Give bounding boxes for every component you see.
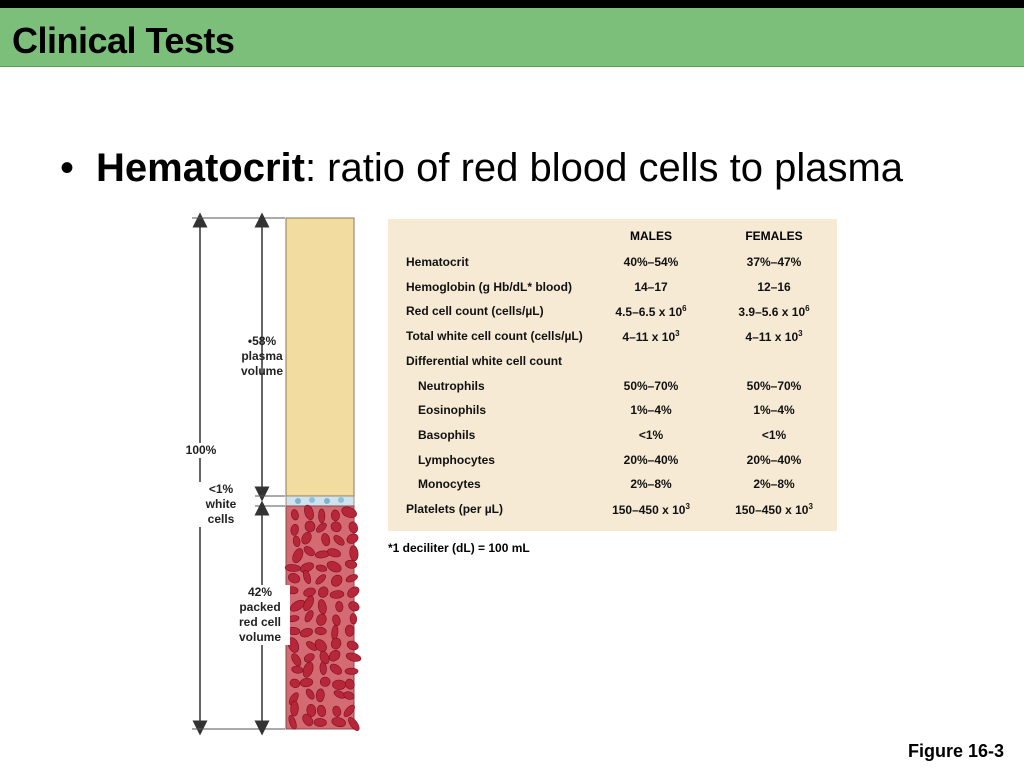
red-percent: 42% <box>247 585 273 599</box>
packed-word: packed <box>239 600 281 614</box>
females-value: 20%–40% <box>746 452 802 467</box>
males-value: 4.5–6.5 x $10^6$ <box>615 304 687 320</box>
row-label: Platelets (per µL) <box>406 502 503 516</box>
plasma-volume-word: volume <box>240 364 283 378</box>
red-blood-cell <box>331 510 340 521</box>
males-value: <1% <box>638 427 664 442</box>
red-blood-cells <box>285 504 362 732</box>
table-row <box>388 276 837 300</box>
males-value: 150–450 x $10^3$ <box>612 502 690 517</box>
bullet-definition: : ratio of red blood cells to plasma <box>304 146 904 190</box>
white-cell <box>309 497 315 503</box>
row-label: Hematocrit <box>406 255 469 269</box>
plasma-label <box>224 334 300 379</box>
header-males: MALES <box>630 229 672 243</box>
table-row <box>388 424 837 448</box>
males-value: 4–11 x $10^3$ <box>622 329 680 345</box>
males-value: 1%–4% <box>630 403 672 418</box>
table-row <box>388 251 837 275</box>
red-blood-cell <box>350 613 357 624</box>
row-label: Basophils <box>418 427 476 442</box>
volume-word: volume <box>238 630 281 644</box>
red-blood-cell <box>290 701 298 716</box>
red-blood-cell <box>345 668 358 674</box>
row-label: Monocytes <box>418 477 481 492</box>
table-row <box>388 350 837 374</box>
table-row <box>388 399 837 423</box>
females-value: 3.9–5.6 x $10^6$ <box>738 304 810 320</box>
table-row <box>388 325 837 349</box>
blood-values-table <box>388 219 837 531</box>
table-row <box>388 498 837 522</box>
females-value: 12–16 <box>757 279 791 294</box>
slide-title: Clinical Tests <box>12 20 235 61</box>
white-percent: <1% <box>208 482 234 496</box>
table-footnote: *1 deciliter (dL) = 100 mL <box>388 541 530 555</box>
header-females: FEMALES <box>745 229 803 243</box>
males-value: 50%–70% <box>623 378 679 393</box>
white-cell <box>295 498 301 504</box>
males-value: 40%–54% <box>623 255 679 269</box>
females-value: 150–450 x $10^3$ <box>735 502 813 517</box>
males-value: 20%–40% <box>623 452 679 467</box>
males-value: 14–17 <box>634 279 668 294</box>
cells-word: cells <box>207 512 235 526</box>
row-label: Red cell count (cells/µL) <box>406 304 544 319</box>
table-row <box>388 300 837 324</box>
bullet-dot-icon: • <box>60 146 75 190</box>
bullet-term: Hematocrit <box>96 146 305 190</box>
title-bar <box>0 8 1024 67</box>
red-blood-cell <box>345 625 354 637</box>
females-value: 37%–47% <box>746 255 802 269</box>
top-border <box>0 0 1024 8</box>
females-value: 1%–4% <box>753 403 795 418</box>
white-cell <box>324 498 330 504</box>
red-cell-label <box>230 585 290 645</box>
figure-label: Figure 16-3 <box>908 741 1005 761</box>
males-value: 2%–8% <box>630 477 672 492</box>
plasma-percent: •58% <box>247 334 277 348</box>
hematocrit-tube-figure <box>170 210 370 740</box>
red-blood-cell <box>320 677 330 687</box>
row-label: Hemoglobin (g Hb/dL* blood) <box>406 279 572 294</box>
table-row <box>388 375 837 399</box>
plasma-word: plasma <box>241 349 283 363</box>
red-cell-word: red cell <box>238 615 282 629</box>
row-label: Lymphocytes <box>418 452 495 467</box>
females-value: 50%–70% <box>746 378 802 393</box>
females-value: 2%–8% <box>753 477 795 492</box>
white-cell <box>338 497 344 503</box>
white-cells-label <box>198 482 244 527</box>
table-row <box>388 473 837 497</box>
row-label: Eosinophils <box>418 403 487 418</box>
total-label: 100% <box>170 443 232 458</box>
red-blood-cell <box>318 509 325 523</box>
white-word: white <box>205 497 237 511</box>
row-label: Neutrophils <box>418 378 485 393</box>
females-value: <1% <box>761 427 787 442</box>
bullet-hematocrit <box>60 146 903 191</box>
table-row <box>388 449 837 473</box>
tube-svg <box>170 210 370 740</box>
row-label: Differential white cell count <box>406 353 563 368</box>
females-value: 4–11 x $10^3$ <box>745 329 803 345</box>
row-label: Total white cell count (cells/µL) <box>406 329 583 344</box>
